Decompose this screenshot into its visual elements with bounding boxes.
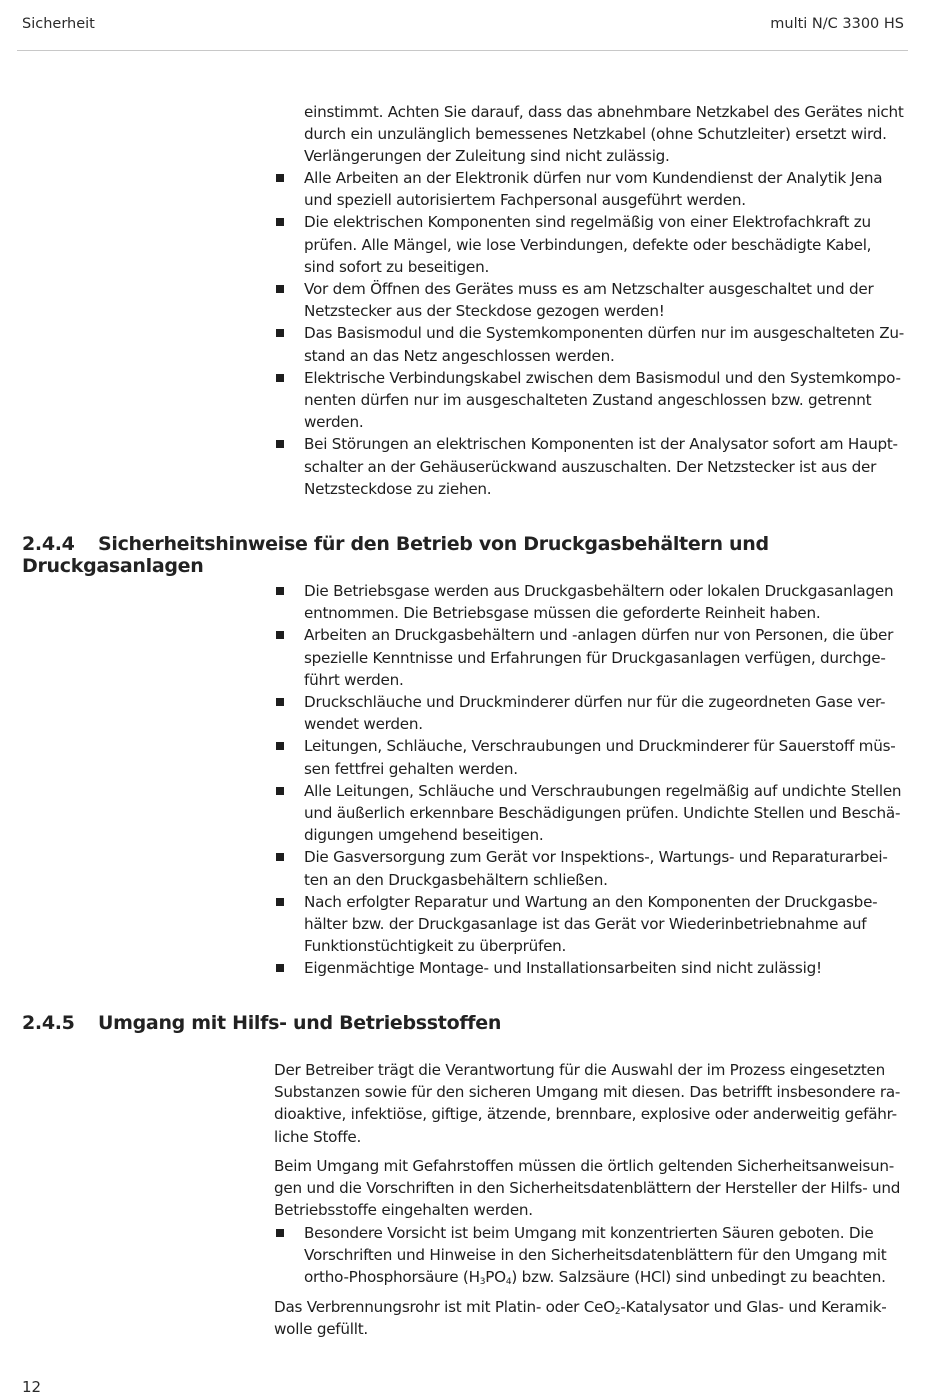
- list-item: Eigenmächtige Montage- und Installationsarbeiten sind nicht zulässig!: [274, 957, 906, 979]
- bullet-square-icon: [276, 787, 284, 795]
- bullet-square-icon: [276, 631, 284, 639]
- bullet-square-icon: [276, 964, 284, 972]
- list-item: Bei Störungen an elektrischen Komponenten ist der Analysator sofort am Haupt- schalter an der Gehäuserückwand auszuschalten. Der Netzstecker ist aus der Netzsteckdose zu ziehen.: [274, 433, 906, 500]
- section-number: 2.4.4: [22, 533, 75, 555]
- bullet-square-icon: [276, 285, 284, 293]
- list-item: Besondere Vorsicht ist beim Umgang mit konzentrierten Säuren geboten. Die Vorschriften und Hinweise in den Sicherheitsdatenblättern für den Umgang mit ortho-Phosphorsäure $(H_3PO_4)$ bzw. Salzsäure (HCl) sind unbedingt zu beachten.: [274, 1222, 906, 1289]
- gas-bullet-list: [274, 580, 906, 980]
- list-item: Alle Leitungen, Schläuche und Verschraubungen regelmäßig auf undichte Stellen und äußerlich erkennbare Beschädigungen prüfen. Undichte Stellen und Beschä- digungen umgehend beseitigen.: [274, 780, 906, 847]
- section-title: Umgang mit Hilfs- und Betriebsstoffen: [98, 1012, 502, 1034]
- bullet-square-icon: [276, 329, 284, 337]
- section-heading-2-4-4: [22, 533, 950, 577]
- bullet-square-icon: [276, 218, 284, 226]
- bullet-square-icon: [276, 174, 284, 182]
- section-heading-2-4-5: [22, 1012, 501, 1034]
- bullet-square-icon: [276, 587, 284, 595]
- list-item: Nach erfolgter Reparatur und Wartung an den Komponenten der Druckgasbe- hälter bzw. der Druckgasanlage ist das Gerät vor Wiederinbetriebnahme auf Funktionstüchtigkeit zu überprüfen.: [274, 891, 906, 958]
- continuation-text: einstimmt. Achten Sie darauf, dass das abnehmbare Netzkabel des Gerätes nicht durch ein unzulänglich bemessenes Netzkabel (ohne Schutzleiter) ersetzt wird. Verlängerungen der Zuleitung sind nicht zulässig.: [304, 103, 904, 166]
- list-item: Leitungen, Schläuche, Verschraubungen und Druckminderer für Sauerstoff müs- sen fettfrei gehalten werden.: [274, 735, 906, 779]
- acid-bullet-list: [274, 1222, 906, 1289]
- paragraph-responsibility: Der Betreiber trägt die Verantwortung für die Auswahl der im Prozess eingesetzten Substanzen sowie für den sicheren Umgang mit diesen. Das betrifft insbesondere ra- dioaktive, infektiöse, giftige, ätzende, brennbare, explosive oder anderweitig gefähr- liche Stoffe.: [274, 1061, 901, 1146]
- list-item: Das Basismodul und die Systemkomponenten dürfen nur im ausgeschalteten Zu- stand an das Netz angeschlossen werden.: [274, 322, 906, 366]
- paragraph-hazardous-substances: Beim Umgang mit Gefahrstoffen müssen die örtlich geltenden Sicherheitsanweisun- gen und die Vorschriften in den Sicherheitsdatenblättern der Hersteller der Hilfs- und Betriebsstoffe eingehalten werden.: [274, 1157, 901, 1220]
- bullet-square-icon: [276, 698, 284, 706]
- header-product: multi N/C 3300 HS: [770, 16, 904, 32]
- list-item: Die elektrischen Komponenten sind regelmäßig von einer Elektrofachkraft zu prüfen. Alle Mängel, wie lose Verbindungen, defekte oder beschädigte Kabel, sind sofort zu beseitigen.: [274, 211, 906, 278]
- list-item: Vor dem Öffnen des Gerätes muss es am Netzschalter ausgeschaltet und der Netzstecker aus der Steckdose gezogen werden!: [274, 278, 906, 322]
- list-item: Druckschläuche und Druckminderer dürfen nur für die zugeordneten Gase ver- wendet werden.: [274, 691, 906, 735]
- bullet-square-icon: [276, 853, 284, 861]
- bullet-square-icon: [276, 742, 284, 750]
- section-number: 2.4.5: [22, 1012, 75, 1034]
- header-divider: [17, 50, 908, 51]
- page-header: [22, 16, 908, 38]
- paragraph-combustion-tube: Das Verbrennungsrohr ist mit Platin- oder CeO$_2$-Katalysator und Glas- und Keramik- wolle gefüllt.: [274, 1298, 887, 1339]
- list-item: Alle Arbeiten an der Elektronik dürfen nur vom Kundendienst der Analytik Jena und speziell autorisiertem Fachpersonal ausgeführt werden.: [274, 167, 906, 211]
- list-item: Arbeiten an Druckgasbehältern und -anlagen dürfen nur von Personen, die über spezielle Kenntnisse und Erfahrungen für Druckgasanlagen verfügen, durchge- führt werden.: [274, 624, 906, 691]
- section-title: Sicherheitshinweise für den Betrieb von Druckgasbehältern und Druckgasanlagen: [22, 533, 769, 577]
- list-item: Die Betriebsgase werden aus Druckgasbehältern oder lokalen Druckgasanlagen entnommen. Die Betriebsgase müssen die geforderte Reinheit haben.: [274, 580, 906, 624]
- list-item: Elektrische Verbindungskabel zwischen dem Basismodul und den Systemkompo- nenten dürfen nur im ausgeschalteten Zustand angeschlossen bzw. getrennt werden.: [274, 367, 906, 434]
- electrical-bullet-list: [274, 167, 906, 500]
- bullet-square-icon: [276, 374, 284, 382]
- bullet-square-icon: [276, 898, 284, 906]
- list-item: Die Gasversorgung zum Gerät vor Inspektions-, Wartungs- und Reparaturarbei- ten an den Druckgasbehältern schließen.: [274, 846, 906, 890]
- bullet-square-icon: [276, 1229, 284, 1237]
- bullet-square-icon: [276, 440, 284, 448]
- header-chapter: Sicherheit: [22, 16, 95, 32]
- page-number: 12: [22, 1378, 42, 1396]
